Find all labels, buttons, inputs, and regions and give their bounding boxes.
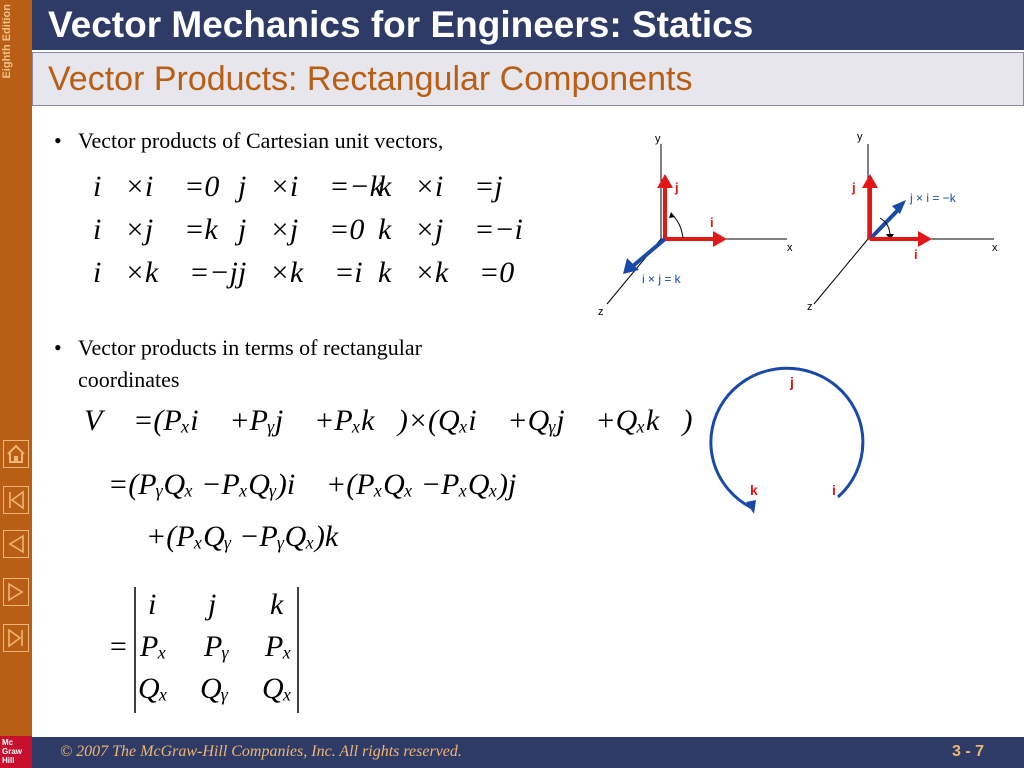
expansion-line-1: =(PᵧQₓ −PₓQᵧ)i⃗ +(PₓQₓ −PₓQₓ)j⃗ (108, 468, 540, 501)
axis-label: x (992, 242, 998, 254)
unit-product: k⃗×j⃗ =−i⃗ (378, 213, 547, 246)
bullet-2-text-cont: coordinates (78, 367, 180, 392)
page-number: 3 - 7 (951, 743, 984, 760)
figure-cyclic-order (700, 360, 890, 525)
bullet-1 (54, 127, 443, 155)
det-cell: Qₓ (262, 672, 293, 705)
unit-product: i⃗×k⃗ =−j⃗ (93, 256, 262, 289)
last-slide-icon[interactable] (3, 624, 29, 652)
det-cell: i⃗ (148, 588, 180, 621)
edition-label: Eighth Edition (1, 4, 13, 79)
bullet-2-text: Vector products in terms of rectangular (78, 335, 422, 360)
unit-product: j⃗×k⃗ =i⃗ (238, 256, 386, 289)
bullet-dot: • (54, 335, 62, 360)
unit-product: k⃗×k⃗ =0 (378, 256, 515, 289)
vector-label: j × i = −k (910, 191, 956, 205)
bullet-1-text: Vector products of Cartesian unit vectors, (78, 128, 444, 153)
cycle-label: i (832, 482, 836, 498)
bullet-2 (54, 334, 422, 362)
axis-label: z (598, 306, 604, 318)
mcgraw-hill-logo: Mc Graw Hill (0, 736, 32, 768)
vector-label: i × j = k (642, 272, 681, 286)
unit-product: j⃗×i⃗ =−k⃗ (238, 170, 407, 203)
bullet-dot: • (54, 128, 62, 153)
cycle-label: j (790, 374, 794, 390)
first-slide-icon[interactable] (3, 486, 29, 514)
figure-j-cross-i (802, 122, 1012, 322)
copyright-text: © 2007 The McGraw-Hill Companies, Inc. All rights reserved. (60, 743, 462, 760)
axis-label: z (807, 301, 813, 313)
footer (32, 737, 1024, 768)
vector-label: i (914, 247, 918, 262)
det-cell: Qᵧ (200, 672, 229, 705)
vector-label: i (710, 215, 714, 230)
det-cell: Pₓ (140, 630, 167, 663)
figure-i-cross-j (595, 122, 805, 322)
axis-label: x (787, 242, 793, 254)
previous-slide-icon[interactable] (3, 530, 29, 558)
vector-label: j (675, 180, 679, 195)
unit-product: k⃗×i⃗ =j⃗ (378, 170, 526, 203)
unit-product: i⃗×i⃗ =0 (93, 170, 220, 203)
header (32, 0, 1024, 50)
det-cell: Pₓ (265, 630, 292, 663)
next-slide-icon[interactable] (3, 578, 29, 606)
axis-label: y (655, 133, 661, 145)
sidebar (0, 0, 32, 768)
subtitle-bar (32, 52, 1024, 106)
det-cell: Qₓ (138, 672, 169, 705)
det-cell: k⃗ (270, 588, 307, 621)
home-icon[interactable] (3, 440, 29, 468)
equals-sign: = (108, 630, 129, 663)
unit-product: j⃗×j⃗ =0 (238, 213, 365, 246)
expansion-line-2: +(PₓQᵧ −PᵧQₓ)k⃗ (146, 520, 362, 553)
vector-label: j (852, 180, 856, 195)
cycle-label: k (750, 482, 758, 498)
unit-product: i⃗×j⃗ =k⃗ (93, 213, 241, 246)
det-cell: Pᵧ (204, 630, 230, 663)
det-cell: j⃗ (208, 588, 240, 621)
page-title: Vector Mechanics for Engineers: Statics (48, 4, 754, 45)
axis-label: y (857, 131, 863, 143)
vector-product-definition: V⃗ =(Pₓi⃗ +Pᵧj⃗ +Pₓk⃗)×(Qₓi⃗ +Qᵧj⃗ +Qₓk⃗) (84, 404, 693, 437)
slide-subtitle: Vector Products: Rectangular Components (48, 60, 693, 98)
